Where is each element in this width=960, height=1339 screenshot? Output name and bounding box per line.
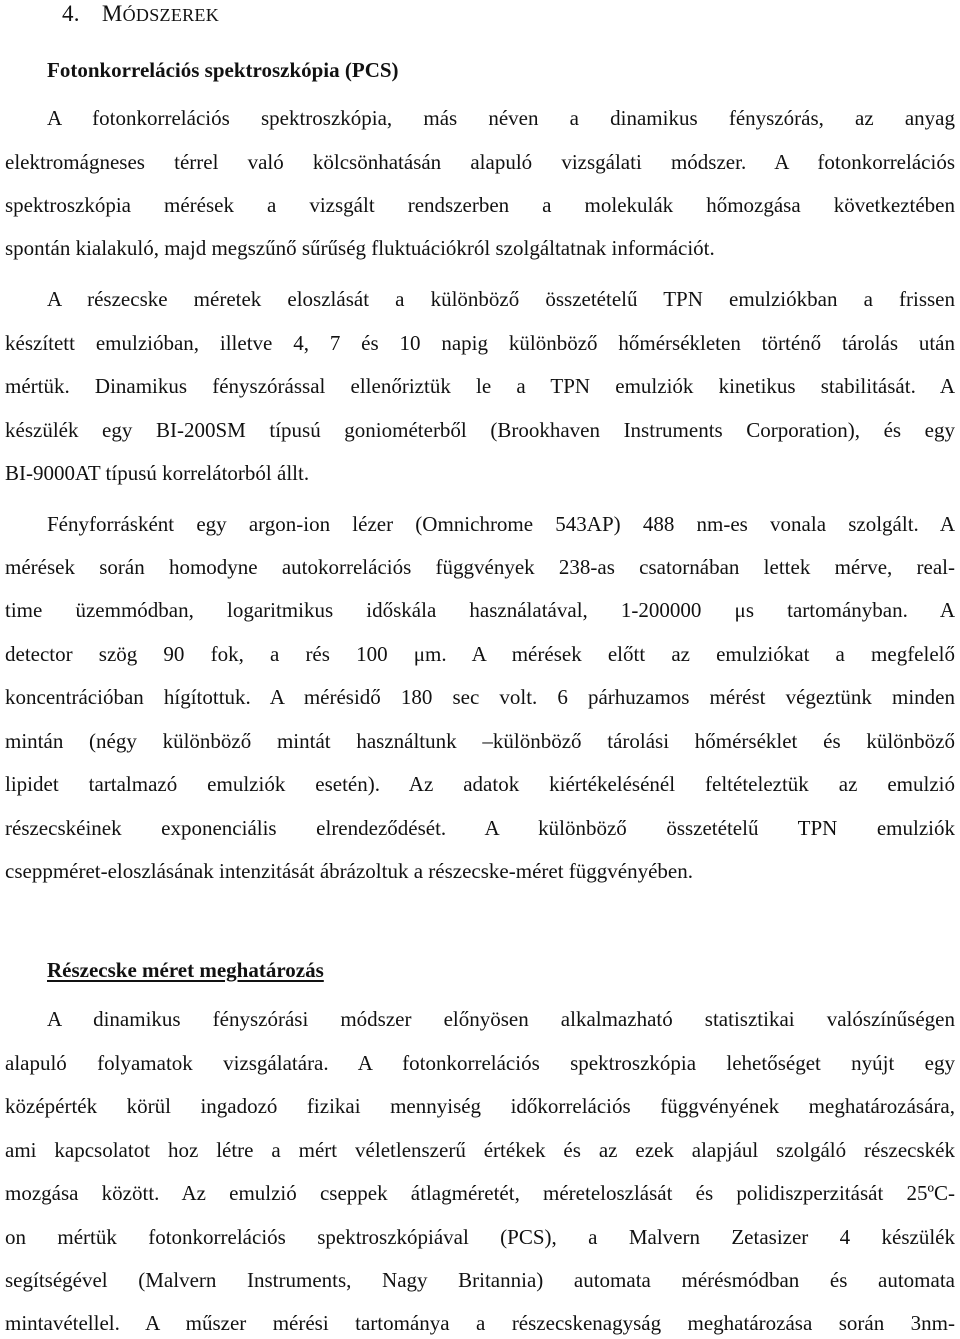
paragraph-line: mintán (négy különböző mintát használtunk –különböző tárolási hőmérséklet és különböző — [5, 729, 955, 753]
section-heading-particle-size: Részecske méret meghatározás — [47, 958, 324, 982]
paragraph-line: A fotonkorrelációs spektroszkópia, más néven a dinamikus fényszórás, az anyag — [47, 106, 955, 130]
section-heading-pcs: Fotonkorrelációs spektroszkópia (PCS) — [47, 58, 399, 82]
paragraph-line: mérések során homodyne autokorrelációs függvények 238-as csatornában lettek mérve, real- — [5, 555, 955, 579]
paragraph-line: mintavétellel. A műszer mérési tartománya a részecskenagyság meghatározása során 3nm- — [5, 1311, 955, 1335]
paragraph-line: alapuló folyamatok vizsgálatára. A fotonkorrelációs spektroszkópia lehetőséget nyújt egy — [5, 1051, 955, 1075]
paragraph-line: on mértük fotonkorrelációs spektroszkópiával (PCS), a Malvern Zetasizer 4 készülék — [5, 1225, 955, 1249]
paragraph-line: BI-9000AT típusú korrelátorból állt. — [5, 461, 310, 485]
chapter-title-rest: ÓDSZEREK — [122, 5, 220, 25]
paragraph-line: elektromágneses térrel való kölcsönhatásán alapuló vizsgálati módszer. A fotonkorrelációs — [5, 150, 955, 174]
paragraph-line: spektroszkópia mérések a vizsgált rendszerben a molekulák hőmozgása következtében — [5, 193, 955, 217]
paragraph-line: koncentrációban hígítottuk. A mérésidő 180 sec volt. 6 párhuzamos mérést végeztünk minden — [5, 685, 955, 709]
paragraph-line: detector szög 90 fok, a rés 100 μm. A mérések előtt az emulziókat a megfelelő — [5, 642, 955, 666]
paragraph-line: középérték körül ingadozó fizikai mennyiség időkorrelációs függvényének meghatározására, — [5, 1094, 955, 1118]
paragraph-line: segítségével (Malvern Instruments, Nagy Britannia) automata mérésmódban és automata — [5, 1268, 955, 1292]
paragraph-line: A dinamikus fényszórási módszer előnyösen alkalmazható statisztikai valószínűségen — [47, 1007, 955, 1031]
paragraph-line: részecskéinek exponenciális elrendeződését. A különböző összetételű TPN emulziók — [5, 816, 955, 840]
paragraph-line: mozgása között. Az emulzió cseppek átlagméretét, méreteloszlását és polidiszperzitását 25ºC- — [5, 1181, 955, 1205]
chapter-title-initial: M — [101, 1, 123, 26]
paragraph-line: cseppméret-eloszlásának intenzitását ábrázoltuk a részecske-méret függvényében. — [5, 859, 693, 883]
paragraph-line: készített emulzióban, illetve 4, 7 és 10 napig különböző hőmérsékleten történő tárolás után — [5, 331, 955, 355]
paragraph-line: lipidet tartalmazó emulziók esetén). Az adatok kiértékelésénél feltételeztük az emulzió — [5, 772, 955, 796]
paragraph-line: mértük. Dinamikus fényszórással ellenőriztük le a TPN emulziók kinetikus stabilitását. A — [5, 374, 955, 398]
paragraph-line: A részecske méretek eloszlását a különböző összetételű TPN emulziókban a frissen — [47, 287, 955, 311]
chapter-number: 4. — [62, 1, 80, 26]
chapter-heading — [62, 0, 219, 29]
paragraph-line: ami kapcsolatot hoz létre a mért véletlenszerű értékek és az ezek alapjául szolgáló részecskék — [5, 1138, 955, 1162]
paragraph-line: time üzemmódban, logaritmikus időskála használatával, 1-200000 μs tartományban. A — [5, 598, 955, 622]
paragraph-line: Fényforrásként egy argon-ion lézer (Omnichrome 543AP) 488 nm-es vonala szolgált. A — [47, 512, 955, 536]
paragraph-line: készülék egy BI-200SM típusú goniométerből (Brookhaven Instruments Corporation), és egy — [5, 418, 955, 442]
paragraph-line: spontán kialakuló, majd megszűnő sűrűség fluktuációkról szolgáltatnak információt. — [5, 236, 715, 260]
